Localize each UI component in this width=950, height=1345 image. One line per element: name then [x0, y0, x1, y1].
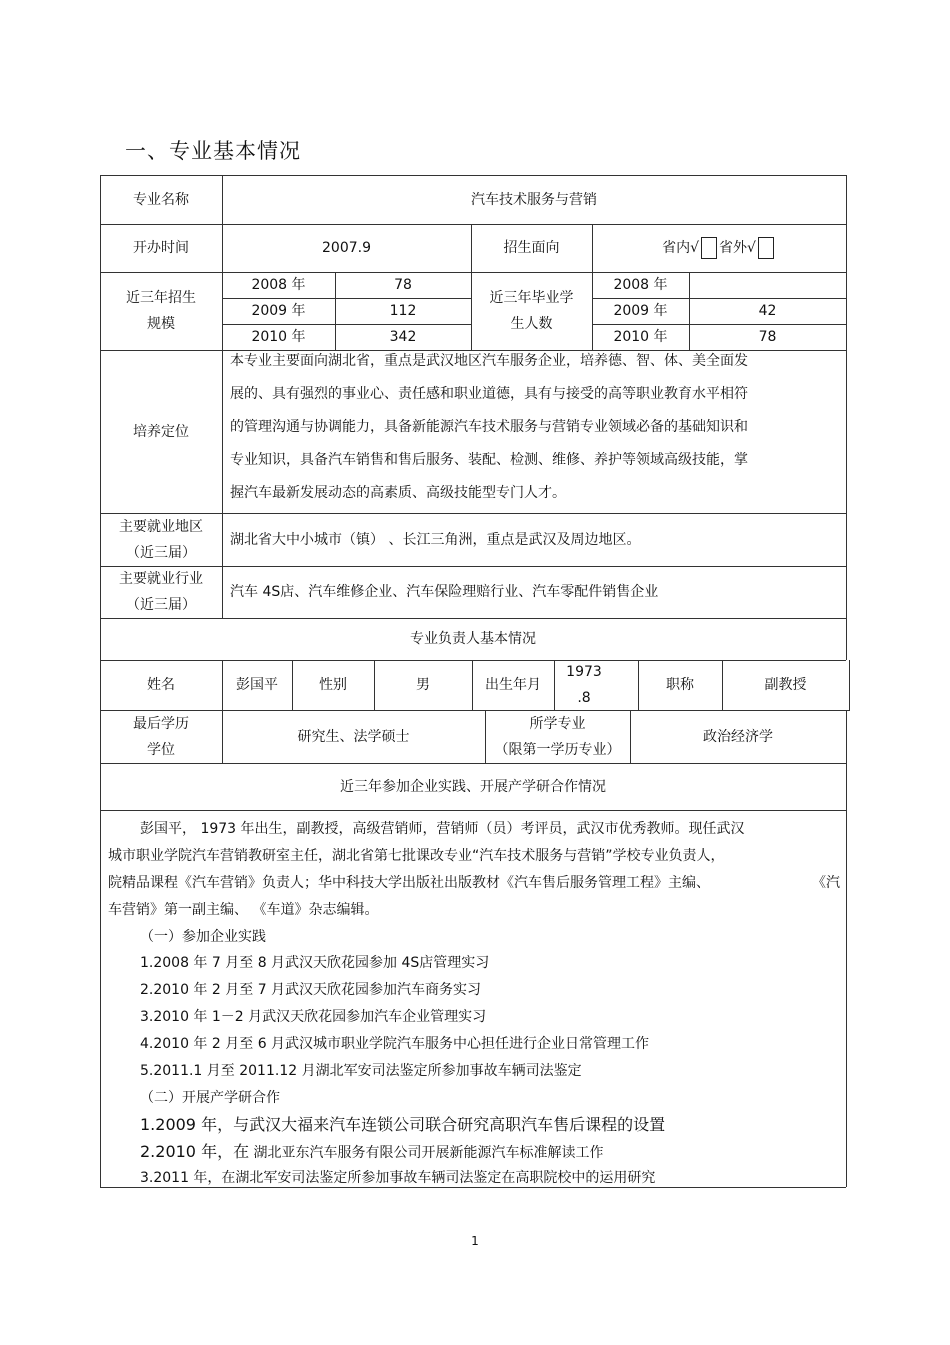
province-out-checkbox: [758, 237, 774, 259]
training-goal-text: [230, 345, 842, 510]
enroll-count-2010: 342: [389, 329, 417, 345]
label-emp-region: 主要就业地区 （近三届）: [119, 518, 203, 561]
value-degree: 研究生、法学硕士: [297, 728, 410, 745]
grad-count-2009: 42: [758, 303, 777, 319]
province-in-checkbox: [701, 237, 717, 259]
training-line: 的管理沟通与协调能力，具备新能源汽车技术服务与营销专业领域必备的基础知识和: [230, 419, 748, 435]
bio-line: 院精品课程《汽车营销》负责人；华中科技大学出版社出版教材《汽车售后服务管理工程》主编、: [108, 875, 710, 891]
coop-item-rest: 湖北亚东汽车服务有限公司开展新能源汽车标准解读工作: [253, 1145, 604, 1161]
page-number: 1: [471, 1234, 479, 1248]
bio-line: 彭国平， 1973 年出生，副教授，高级营销师，营销师（员）考评员，武汉市优秀教师。现任武汉: [140, 821, 745, 837]
value-emp-industry: 汽车 4S店、汽车维修企业、汽车保险理赔行业、汽车零配件销售企业: [230, 584, 659, 600]
label-birth: 出生年月: [485, 677, 541, 693]
coop-item-lead: 2.2010 年，在: [140, 1142, 250, 1161]
label-enroll-scale: 近三年招生 规模: [126, 290, 196, 332]
training-line: 展的、具有强烈的事业心、责任感和职业道德，具有与接受的高等职业教育水平相符: [230, 386, 748, 402]
label-gender: 性别: [319, 677, 347, 693]
leader-header: 专业负责人基本情况: [410, 631, 536, 647]
enroll-count-2009: 112: [389, 303, 417, 319]
label-field: 所学专业 （限第一学历专业）: [494, 715, 621, 758]
province-in-label: 省内: [662, 240, 691, 256]
label-training-goal: 培养定位: [133, 423, 189, 440]
province-in-check: √: [690, 240, 699, 256]
practice-item: 5.2011.1 月至 2011.12 月湖北军安司法鉴定所参加事故车辆司法鉴定: [140, 1063, 582, 1079]
value-field: 政治经济学: [703, 728, 773, 745]
coop-item: 1.2009 年，与武汉大福来汽车连锁公司联合研究高职汽车售后课程的设置: [140, 1115, 666, 1134]
value-gender: 男: [416, 677, 430, 693]
enroll-year-2008: 2008 年: [251, 277, 306, 293]
practice-subtitle: （一）参加企业实践: [140, 929, 266, 945]
label-emp-industry: 主要就业行业 （近三届）: [119, 571, 203, 613]
practice-header: 近三年参加企业实践、开展产学研合作情况: [340, 778, 606, 795]
value-enroll-area: [592, 224, 846, 272]
practice-item: 4.2010 年 2 月至 6 月武汉城市职业学院汽车服务中心担任进行企业日常管理工作: [140, 1036, 650, 1052]
value-emp-region: 湖北省大中小城市（镇） 、长江三角洲，重点是武汉及周边地区。: [230, 531, 641, 548]
training-line: 专业知识，具备汽车销售和售后服务、装配、检测、维修、养护等领域高级技能，掌: [230, 452, 748, 468]
coop-subtitle: （二）开展产学研合作: [140, 1090, 280, 1106]
coop-item: [140, 1139, 604, 1162]
practice-item: 1.2008 年 7 月至 8 月武汉天欣花园参加 4S店管理实习: [140, 955, 490, 971]
label-degree: 最后学历 学位: [133, 715, 189, 758]
grad-count-2008: [689, 272, 846, 298]
enroll-year-2010: 2010 年: [251, 329, 306, 345]
value-name: 彭国平: [236, 677, 278, 693]
value-title: 副教授: [764, 677, 807, 693]
province-out-check: √: [747, 240, 756, 256]
value-major-name: 汽车技术服务与营销: [471, 191, 597, 208]
label-major-name: 专业名称: [133, 191, 189, 208]
training-line: 握汽车最新发展动态的高素质、高级技能型专门人才。: [230, 485, 566, 501]
grad-count-2010: 78: [758, 329, 777, 345]
value-birth: 1973 .8: [566, 664, 602, 706]
practice-item: 2.2010 年 2 月至 7 月武汉天欣花园参加汽车商务实习: [140, 982, 482, 998]
bio-line: 城市职业学院汽车营销教研室主任，湖北省第七批课改专业“汽车技术服务与营销”学校专业负责人，: [108, 848, 725, 864]
enroll-year-2009: 2009 年: [251, 303, 306, 319]
practice-item: 3.2010 年 1－2 月武汉天欣花园参加汽车企业管理实习: [140, 1009, 487, 1025]
grad-year-2008: 2008 年: [613, 277, 668, 293]
enroll-count-2008: 78: [394, 277, 412, 293]
bio-line: 《汽: [812, 875, 840, 891]
training-line: 本专业主要面向湖北省，重点是武汉地区汽车服务企业，培养德、智、体、美全面发: [230, 353, 748, 369]
label-grad-count: 近三年毕业学 生人数: [489, 290, 574, 332]
label-start-time: 开办时间: [133, 240, 189, 256]
province-out-label: 省外: [719, 240, 747, 256]
value-start-time: 2007.9: [322, 240, 371, 256]
section-title: 一、专业基本情况: [125, 139, 301, 163]
label-title: 职称: [666, 677, 694, 693]
coop-item: 3.2011 年，在湖北军安司法鉴定所参加事故车辆司法鉴定在高职院校中的运用研究: [140, 1170, 656, 1186]
label-enroll-area: 招生面向: [503, 240, 560, 256]
grad-year-2009: 2009 年: [613, 303, 668, 319]
grad-year-2010: 2010 年: [613, 329, 668, 345]
bio-line: 车营销》第一副主编、 《车道》杂志编辑。: [108, 902, 379, 918]
label-name: 姓名: [147, 677, 175, 693]
